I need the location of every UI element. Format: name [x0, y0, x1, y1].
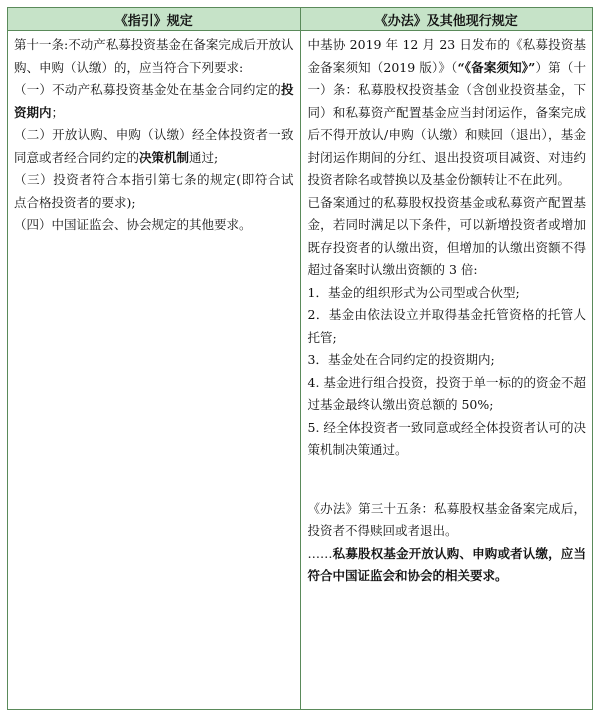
rules-condition-4: 4. 基金进行组合投资，投资于单一标的的资金不超过基金最终认缴出资总额的 50%; [307, 374, 586, 412]
comparison-table-frame [7, 7, 593, 710]
guideline-item-4: （四）中国证监会、协会规定的其他要求。 [14, 217, 252, 232]
text: 通过; [189, 149, 219, 165]
bold-text: 投资期内 [14, 82, 294, 120]
header-guideline: 《指引》规定 [8, 8, 300, 31]
text: （一）不动产私募投资基金处在基金合同约定的 [14, 82, 281, 97]
text: …… [307, 545, 333, 561]
table-body-row [8, 31, 592, 710]
guideline-article-11: 第十一条:不动产私募投资基金在备案完成后开放认购、申购（认缴）的，应当符合下列要求: [14, 37, 294, 75]
bold-text: 决策机制 [139, 149, 190, 165]
guideline-cell [8, 31, 300, 710]
bold-text: “《备案须知》” [457, 59, 536, 75]
rules-article-35: 《办法》第三十五条：私募股权基金备案完成后，投资者不得赎回或者退出。 [307, 500, 586, 538]
rules-condition-3: 3．基金处在合同约定的投资期内; [307, 352, 495, 367]
header-current-rules: 《办法》及其他现行规定 [300, 8, 592, 31]
rules-paragraph-1 [308, 34, 587, 192]
comparison-table [8, 8, 592, 709]
guideline-item-3: （三）投资者符合本指引第七条的规定(即符合试点合格投资者的要求); [14, 172, 294, 210]
rules-condition-1: 1．基金的组织形式为公司型或合伙型; [307, 284, 520, 300]
guideline-item-2 [14, 124, 294, 169]
text: ； [51, 104, 65, 120]
spacer [308, 462, 587, 498]
table-header-row [8, 8, 592, 31]
text: （二）开放认购、申购（认缴）经全体投资者一致同意或者经合同约定的 [14, 127, 294, 165]
rules-condition-2: 2．基金由依法设立并取得基金托管资格的托管人托管; [307, 307, 586, 345]
rules-paragraph-2: 已备案通过的私募股权投资基金或私募资产配置基金，若同时满足以下条件，可以新增投资者或增加既存投资者的认缴出资，但增加的认缴出资额不得超过备案时认缴出资额的 3 倍: [307, 194, 586, 277]
current-rules-cell [300, 31, 592, 710]
bold-text: 私募股权基金开放认购、申购或者认缴，应当符合中国证监会和协会的相关要求。 [307, 545, 586, 583]
guideline-item-1 [14, 79, 294, 124]
rules-article-35-cont [308, 543, 587, 588]
rules-condition-5: 5. 经全体投资者一致同意或经全体投资者认可的决策机制决策通过。 [307, 419, 586, 457]
text: 中基协 2019 年 12 月 23 日发布的《私募投资基金备案须知（2019 版）》（ [307, 37, 586, 75]
text: ）第（十一）条：私募股权投资基金（含创业投资基金，下同）和私募资产配置基金应当封闭运作，备案完成后不得开放认/申购（认缴）和赎回（退出），基金封闭运作期间的分红、退出投资项目减资、对违约投资者除名或替换以及基金份额转让不在此列。 [307, 59, 586, 187]
